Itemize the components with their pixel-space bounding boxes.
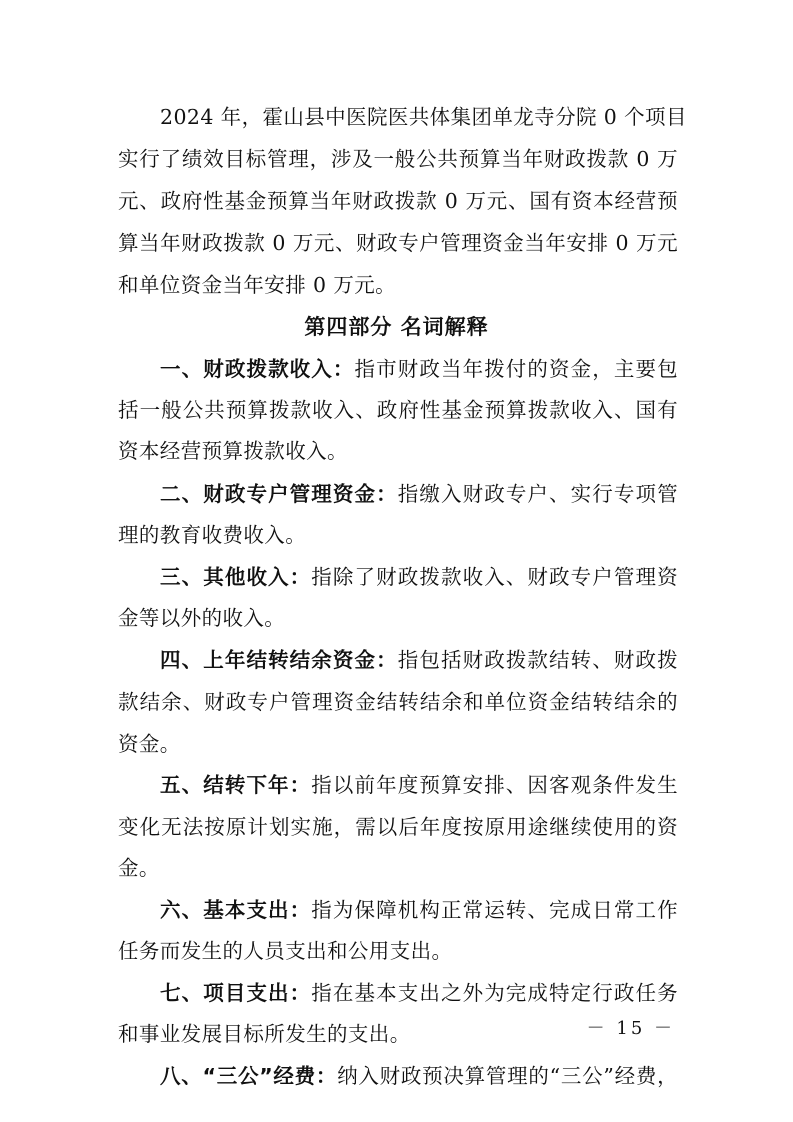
definition-7-line-2: 和事业发展目标所发生的支出。 — [118, 1022, 411, 1046]
definition-5-text: 指以前年度预算安排、因客观条件发生 — [311, 773, 678, 797]
page-number: － 15 － — [586, 1018, 675, 1039]
definition-1-line-2: 括一般公共预算拨款收入、政府性基金预算拨款收入、国有 — [118, 398, 678, 422]
definition-8-first-line — [160, 1062, 678, 1090]
definition-8-term: 八、“三公”经费： — [160, 1064, 338, 1088]
definition-7-text: 指在基本支出之外为完成特定行政任务 — [311, 981, 678, 1005]
definition-2-line-2: 理的教育收费收入。 — [118, 523, 307, 547]
definition-8-text: 纳入财政预决算管理的“三公”经费， — [337, 1064, 679, 1088]
definition-1-term: 一、财政拨款收入： — [160, 357, 355, 381]
definition-1-text: 指市财政当年拨付的资金，主要包 — [354, 357, 678, 381]
definition-1-line-3: 资本经营预算拨款收入。 — [118, 439, 348, 463]
definition-7-first-line — [160, 979, 678, 1007]
intro-line-5: 和单位资金当年安排 0 万元。 — [118, 273, 397, 297]
definition-3-term: 三、其他收入： — [160, 565, 312, 589]
definition-2-text: 指缴入财政专户、实行专项管 — [397, 482, 679, 506]
definition-2-term: 二、财政专户管理资金： — [160, 482, 398, 506]
definition-4-line-3: 资金。 — [118, 732, 181, 756]
intro-line-4: 算当年财政拨款 0 万元、财政专户管理资金当年安排 0 万元 — [118, 231, 678, 255]
definition-7-term: 七、项目支出： — [160, 981, 312, 1005]
definition-5-line-2: 变化无法按原计划实施，需以后年度按原用途继续使用的资 — [118, 815, 678, 839]
definition-6-first-line — [160, 896, 678, 924]
section-title: 第四部分 名词解释 — [304, 315, 489, 339]
definition-5-line-3: 金。 — [118, 856, 160, 880]
definition-5-term: 五、结转下年： — [160, 773, 312, 797]
definition-4-text: 指包括财政拨款结转、财政拨 — [397, 648, 679, 672]
definition-6-line-2: 任务而发生的人员支出和公用支出。 — [118, 939, 453, 963]
intro-line-2: 实行了绩效目标管理，涉及一般公共预算当年财政拨款 0 万 — [118, 147, 678, 171]
definition-6-text: 指为保障机构正常运转、完成日常工作 — [311, 898, 678, 922]
intro-line-1: 2024 年，霍山县中医院医共体集团单龙寺分院 0 个项目 — [160, 105, 687, 129]
definition-5-first-line — [160, 771, 678, 799]
intro-line-3: 元、政府性基金预算当年财政拨款 0 万元、国有资本经营预 — [118, 189, 678, 213]
definition-2-first-line — [160, 480, 678, 508]
definition-3-line-2: 金等以外的收入。 — [118, 606, 286, 630]
definition-4-first-line — [160, 646, 678, 674]
definition-6-term: 六、基本支出： — [160, 898, 312, 922]
definition-4-term: 四、上年结转结余资金： — [160, 648, 398, 672]
definition-3-text: 指除了财政拨款收入、财政专户管理资 — [311, 565, 678, 589]
definition-3-first-line — [160, 563, 678, 591]
definition-1-first-line — [160, 355, 678, 383]
definition-4-line-2: 款结余、财政专户管理资金结转结余和单位资金结转结余的 — [118, 690, 678, 714]
